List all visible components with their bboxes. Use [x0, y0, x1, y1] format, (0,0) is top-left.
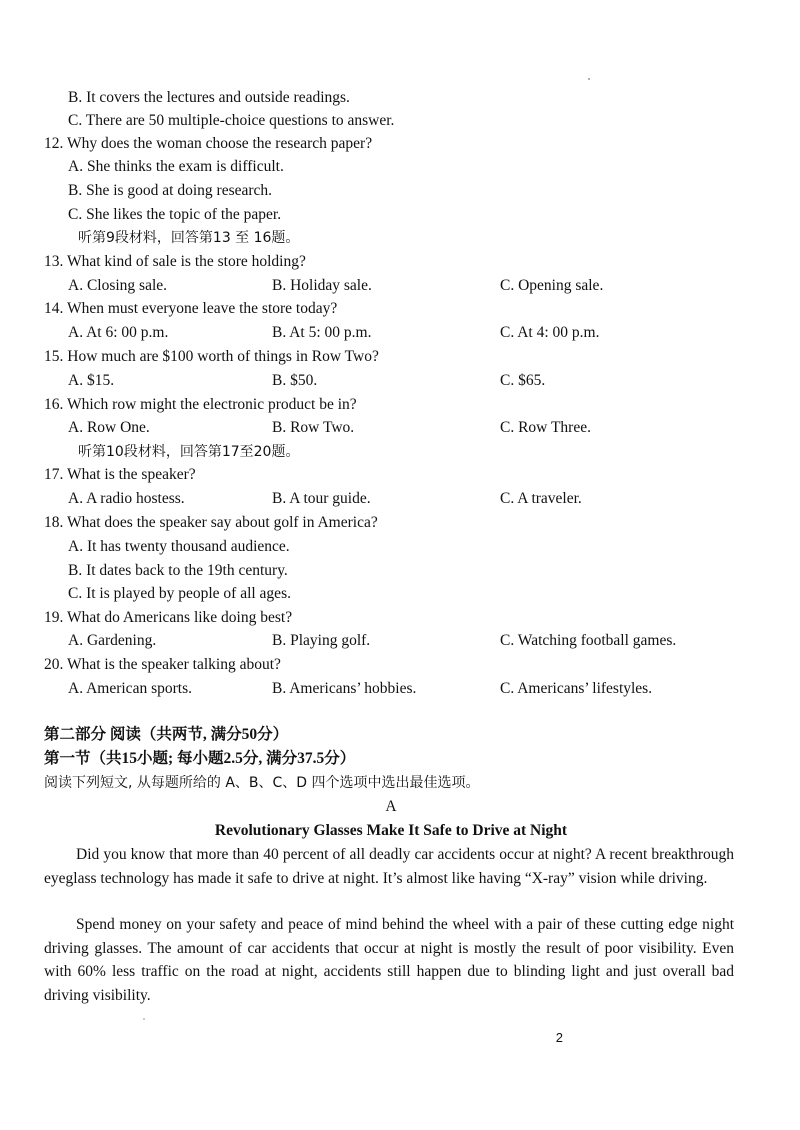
q17-option-a: A. A radio hostess.: [68, 490, 185, 507]
q16-question: 16. Which row might the electronic product be in?: [44, 396, 357, 413]
q18-option-b: B. It dates back to the 19th century.: [68, 562, 288, 579]
q15-option-b: B. $50.: [272, 372, 318, 389]
q19-question: 19. What do Americans like doing best?: [44, 609, 293, 626]
q17-option-b: B. A tour guide.: [272, 490, 371, 507]
q14-option-b: B. At 5: 00 p.m.: [272, 324, 372, 341]
scan-speck: [143, 1018, 145, 1020]
page-number: 2: [555, 1030, 563, 1045]
passage-title: Revolutionary Glasses Make It Safe to Drive at Night: [214, 822, 568, 839]
q16-option-a: A. Row One.: [68, 419, 150, 436]
q14-question: 14. When must everyone leave the store today?: [44, 300, 338, 317]
q19-option-c: C. Watching football games.: [500, 632, 677, 649]
passage-paragraph-1: Did you know that more than 40 percent of all deadly car accidents occur at night? A recent breakthrough eyeglass technology has made it safe to drive at night. It’s almost like having “X-ray” vision while driving.: [44, 846, 734, 887]
q20-option-a: A. American sports.: [68, 680, 192, 697]
q12-option-a: A. She thinks the exam is difficult.: [68, 158, 284, 175]
q18-option-c: C. It is played by people of all ages.: [68, 585, 291, 602]
q19-option-a: A. Gardening.: [68, 632, 157, 649]
q14-option-a: A. At 6: 00 p.m.: [68, 324, 169, 341]
q17-option-c: C. A traveler.: [500, 490, 582, 507]
q18-question: 18. What does the speaker say about golf in America?: [44, 514, 378, 531]
reading-section-title: 第一节（共15小题; 每小题2.5分, 满分37.5分）: [44, 750, 356, 767]
q16-option-c: C. Row Three.: [500, 419, 591, 436]
section-10-instruction: 听第10段材料，回答第17至20题。: [78, 444, 300, 460]
passage-label: A: [385, 798, 397, 815]
q14-option-c: C. At 4: 00 p.m.: [500, 324, 600, 341]
q11-option-b: B. It covers the lectures and outside readings.: [68, 89, 350, 106]
q15-option-c: C. $65.: [500, 372, 546, 389]
section-9-instruction: 听第9段材料，回答第13 至 16题。: [78, 230, 300, 246]
q13-option-a: A. Closing sale.: [68, 277, 168, 294]
q12-option-b: B. She is good at doing research.: [68, 182, 273, 199]
q15-question: 15. How much are $100 worth of things in Row Two?: [44, 348, 379, 365]
q17-question: 17. What is the speaker?: [44, 466, 196, 483]
q13-question: 13. What kind of sale is the store holding?: [44, 253, 306, 270]
passage-paragraph-2: Spend money on your safety and peace of mind behind the wheel with a pair of these cutting edge night driving glasses. The amount of car accidents that occur at night is mostly the result of poor visibility. Even with 60% less traffic on the road at night, accidents still happen due to blinding light and just overall bad driving visibility.: [44, 916, 734, 1004]
q11-option-c: C. There are 50 multiple-choice questions to answer.: [68, 112, 395, 129]
scan-speck: [588, 78, 590, 80]
q13-option-b: B. Holiday sale.: [272, 277, 372, 294]
q16-option-b: B. Row Two.: [272, 419, 355, 436]
q12-question: 12. Why does the woman choose the research paper?: [44, 135, 373, 152]
q19-option-b: B. Playing golf.: [272, 632, 371, 649]
q20-option-c: C. Americans’ lifestyles.: [500, 680, 653, 697]
q20-option-b: B. Americans’ hobbies.: [272, 680, 417, 697]
q12-option-c: C. She likes the topic of the paper.: [68, 206, 282, 223]
q13-option-c: C. Opening sale.: [500, 277, 604, 294]
q18-option-a: A. It has twenty thousand audience.: [68, 538, 290, 555]
reading-part-title: 第二部分 阅读（共两节, 满分50分）: [44, 726, 289, 743]
q20-question: 20. What is the speaker talking about?: [44, 656, 281, 673]
q15-option-a: A. $15.: [68, 372, 115, 389]
reading-instruction: 阅读下列短文, 从每题所给的 A、B、C、D 四个选项中选出最佳选项。: [44, 775, 480, 791]
